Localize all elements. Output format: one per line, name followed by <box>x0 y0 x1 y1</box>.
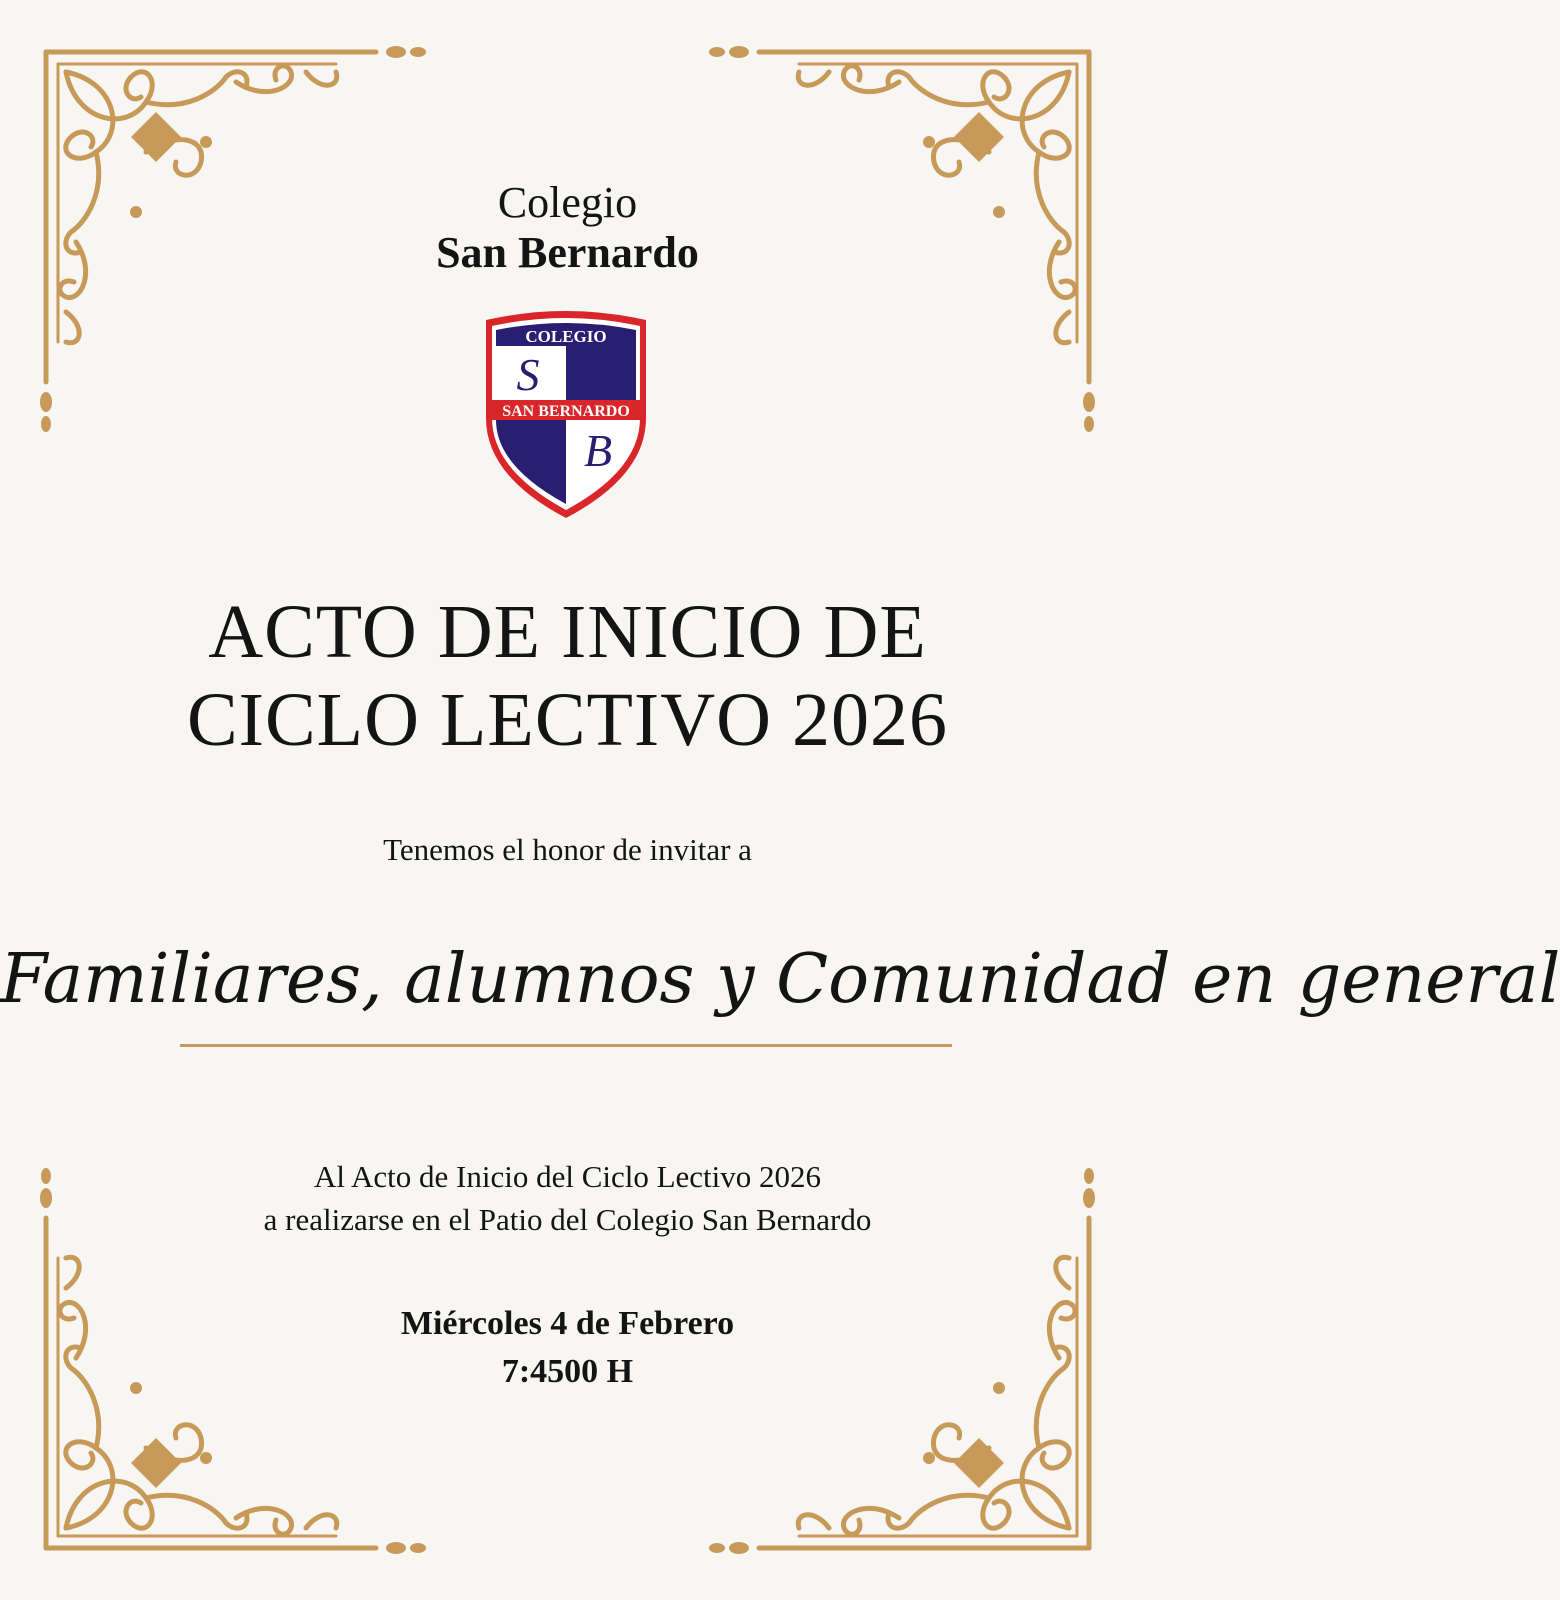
event-title-line2: CICLO LECTIVO 2026 <box>186 678 949 762</box>
event-title <box>0 588 1135 764</box>
event-datetime <box>0 1300 1135 1396</box>
crest-letter-s: S <box>516 349 540 400</box>
school-name-line1: Colegio <box>497 178 638 227</box>
guests-text: Familiares, alumnos y Comunidad en general <box>0 940 1560 1019</box>
crest-letter-b: B <box>583 425 613 476</box>
shield-icon <box>480 308 652 526</box>
event-title-line1: ACTO DE INICIO DE <box>208 590 927 674</box>
event-day: Miércoles 4 de Febrero <box>400 1305 735 1342</box>
school-crest-logo <box>480 308 652 526</box>
guests-underline-divider <box>180 1044 952 1047</box>
crest-top-label: COLEGIO <box>525 327 607 346</box>
school-name-line2: San Bernardo <box>436 228 699 277</box>
invite-text: Tenemos el honor de invitar a <box>383 832 752 867</box>
crest-band-label: SAN BERNARDO <box>502 403 630 420</box>
event-place-line1: Al Acto de Inicio del Ciclo Lectivo 2026 <box>313 1159 822 1194</box>
event-place-line2: a realizarse en el Patio del Colegio San Bernardo <box>263 1202 872 1237</box>
event-place <box>0 1155 1135 1241</box>
event-time: 7:4500 H <box>501 1353 634 1390</box>
